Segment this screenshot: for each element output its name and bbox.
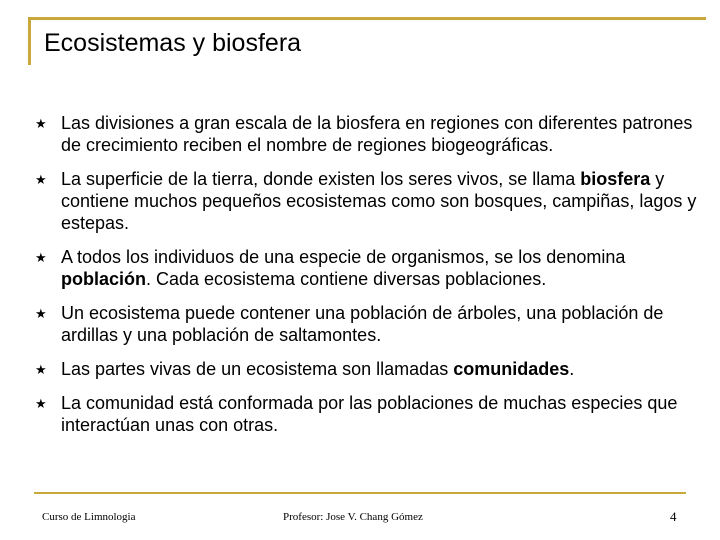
- bullet-text: . Cada ecosistema contiene diversas poblaciones.: [146, 269, 547, 289]
- page-number: 4: [670, 509, 677, 524]
- bullet-item: [35, 358, 710, 380]
- footer-divider: [34, 492, 686, 494]
- bullet-item: [35, 302, 710, 346]
- star-bullet-icon: ★: [35, 116, 47, 131]
- bullet-text: y contiene muchos pequeños ecosistemas como son bosques, campiñas, lagos y estepas.: [61, 169, 697, 233]
- bullet-list: [35, 112, 710, 436]
- bullet-text: La superficie de la tierra, donde existen los seres vivos, se llama: [61, 169, 581, 189]
- star-bullet-icon: ★: [35, 306, 47, 321]
- star-bullet-icon: ★: [35, 362, 47, 377]
- slide-title: Ecosistemas y biosfera: [44, 29, 302, 57]
- footer-professor: Profesor: Jose V. Chang Gómez: [283, 511, 423, 523]
- bullet-text-bold: población: [61, 269, 146, 289]
- bullet-text-bold: biosfera: [580, 169, 651, 189]
- footer-course: Curso de Limnologia: [42, 511, 136, 523]
- bullet-text: .: [569, 359, 575, 379]
- star-bullet-icon: ★: [35, 172, 47, 187]
- bullet-item: [35, 168, 710, 234]
- bullet-item: [35, 112, 710, 156]
- bullet-item: [35, 392, 710, 436]
- bullet-text: Las partes vivas de un ecosistema son llamadas: [61, 359, 454, 379]
- star-bullet-icon: ★: [35, 396, 47, 411]
- bullet-text: Un ecosistema puede contener una población de árboles, una población de ardillas y una población de saltamontes.: [61, 303, 664, 345]
- bullet-text: A todos los individuos de una especie de organismos, se los denomina: [61, 247, 626, 267]
- bullet-item: [35, 246, 710, 290]
- bullet-text: La comunidad está conformada por las poblaciones de muchas especies que interactúan unas con otras.: [61, 393, 678, 435]
- bullet-text-bold: comunidades: [453, 359, 570, 379]
- star-bullet-icon: ★: [35, 250, 47, 265]
- bullet-text: Las divisiones a gran escala de la biosfera en regiones con diferentes patrones de crecimiento reciben el nombre de regiones biogeográficas.: [61, 113, 693, 155]
